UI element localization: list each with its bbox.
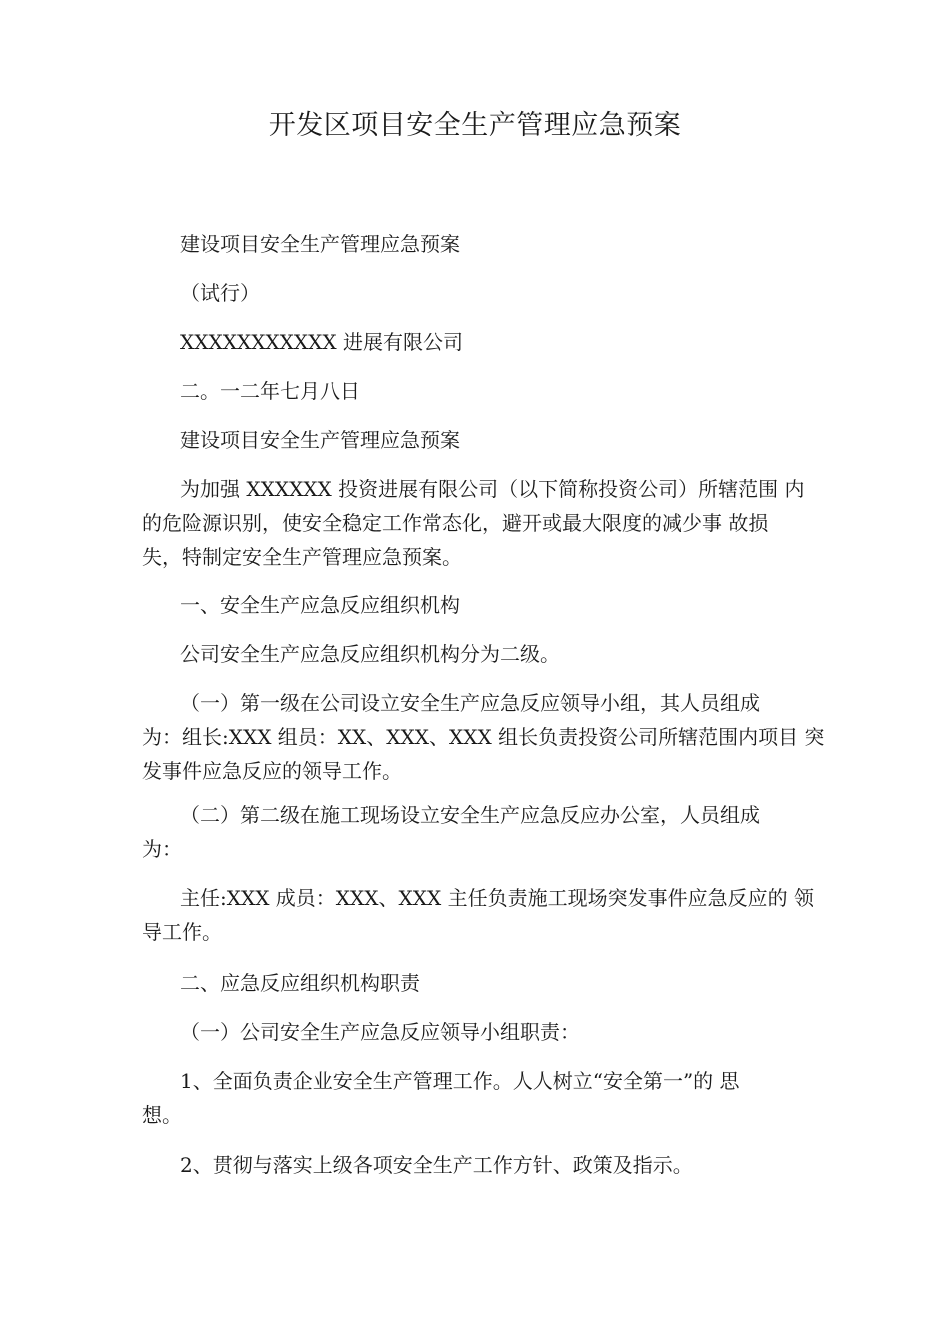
section-heading-text: 建设项目安全生产管理应急预案	[180, 428, 460, 452]
duty1-line: 1、全面负责企业安全生产管理工作。人人树立“安全第一”的 思	[180, 1069, 740, 1093]
duty1-line: 想。	[142, 1103, 182, 1127]
section2-heading-text: 二、应急反应组织机构职责	[180, 971, 420, 995]
intro-line: 为加强 XXXXXX 投资进展有限公司（以下简称投资公司）所辖范围 内	[180, 477, 805, 501]
cover-note-text: （试行）	[180, 281, 260, 305]
section2-duty1	[142, 1064, 832, 1132]
section1-heading	[142, 588, 832, 622]
intro-line: 的危险源识别，使安全稳定工作常态化，避开或最大限度的减少事 故损	[142, 511, 769, 535]
intro-paragraph	[142, 472, 832, 574]
cover-company	[142, 325, 832, 359]
section1-item3	[142, 881, 832, 949]
item3-line: 主任:XXX 成员：XXX、XXX 主任负责施工现场突发事件应急反应的 领	[180, 886, 814, 910]
section1-item1	[142, 686, 832, 788]
section2-duty2	[142, 1148, 832, 1182]
intro-line: 失，特制定安全生产管理应急预案。	[142, 545, 462, 569]
section1-paragraph	[142, 637, 832, 671]
item1-line: （一）第一级在公司设立安全生产应急反应领导小组，其人员组成	[180, 691, 760, 715]
section2-heading	[142, 966, 832, 1000]
item2-line: （二）第二级在施工现场设立安全生产应急反应办公室，人员组成	[180, 803, 760, 827]
item1-line: 发事件应急反应的领导工作。	[142, 759, 402, 783]
cover-company-text: XXXXXXXXXXX 进展有限公司	[180, 330, 463, 354]
item2-line: 为：	[142, 837, 182, 861]
section1-heading-text: 一、安全生产应急反应组织机构	[180, 593, 460, 617]
cover-date-text: 二。一二年七月八日	[180, 379, 360, 403]
section1-paragraph-text: 公司安全生产应急反应组织机构分为二级。	[180, 642, 560, 666]
section2-sub	[142, 1015, 832, 1049]
section-heading	[142, 423, 832, 457]
cover-date	[142, 374, 832, 408]
duty2-line: 2、贯彻与落实上级各项安全生产工作方针、政策及指示。	[180, 1153, 693, 1177]
cover-subtitle	[142, 227, 832, 261]
document-title: 开发区项目安全生产管理应急预案	[268, 110, 682, 141]
cover-note	[142, 276, 832, 310]
item1-line: 为：组长:XXX 组员：XX、XXX、XXX 组长负责投资公司所辖范围内项目 突	[142, 725, 825, 749]
item3-line: 导工作。	[142, 920, 222, 944]
cover-subtitle-text: 建设项目安全生产管理应急预案	[180, 232, 460, 256]
section2-sub-text: （一）公司安全生产应急反应领导小组职责：	[180, 1020, 580, 1044]
section1-item2	[142, 798, 832, 866]
